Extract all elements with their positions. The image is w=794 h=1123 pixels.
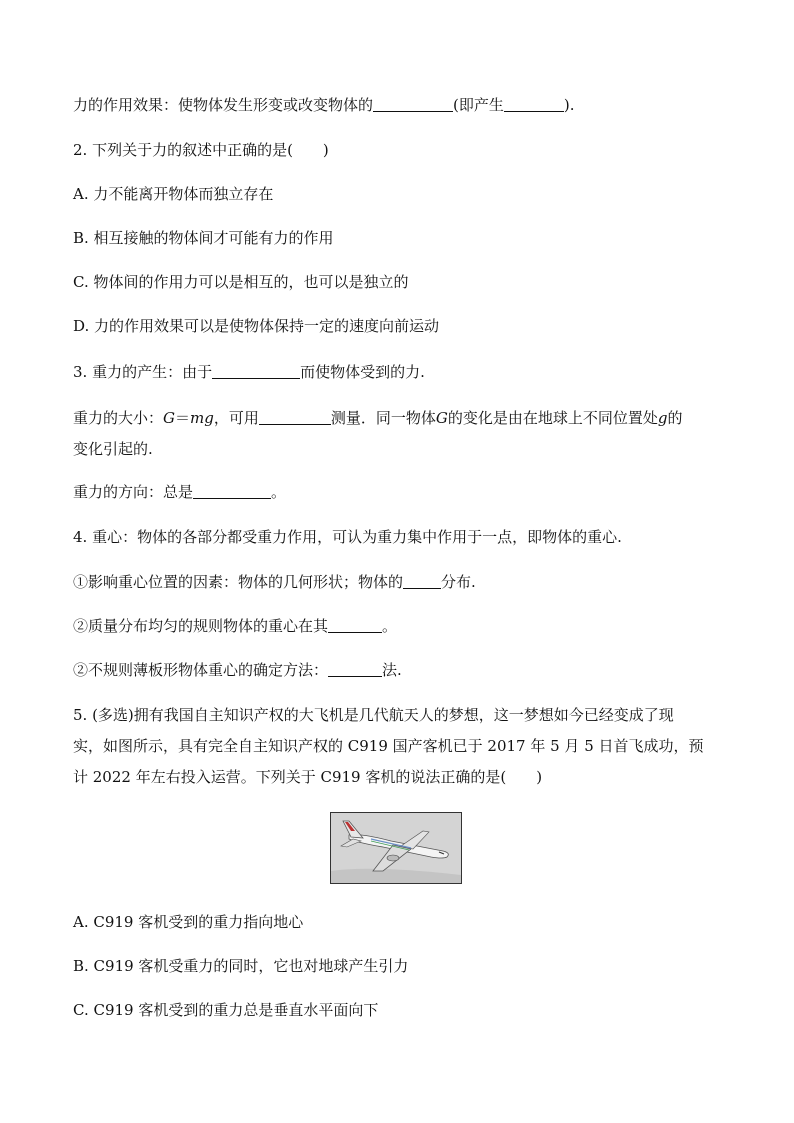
q2-option-a: A. 力不能离开物体而独立存在 xyxy=(73,185,274,203)
q5-stem-line-2: 实，如图所示，具有完全自主知识产权的 C919 国产客机已于 2017 年 5 月 5 日首飞成功，预 xyxy=(73,737,704,755)
q3-gravity-direction: 重力的方向：总是 。 xyxy=(73,483,287,501)
q4-stem: 4. 重心：物体的各部分都受重力作用，可认为重力集中作用于一点，即物体的重心. xyxy=(73,528,622,546)
answer-blank[interactable] xyxy=(504,97,564,112)
q4-item-2: ②质量分布均匀的规则物体的重心在其 。 xyxy=(73,617,398,635)
answer-blank[interactable] xyxy=(373,97,453,112)
answer-blank[interactable] xyxy=(328,618,382,633)
q3-gravity-magnitude-cont: 变化引起的. xyxy=(73,440,153,458)
q5-option-b: B. C919 客机受重力的同时，它也对地球产生引力 xyxy=(73,957,409,975)
airplane-icon xyxy=(331,813,461,883)
q2-option-b: B. 相互接触的物体间才可能有力的作用 xyxy=(73,229,334,247)
answer-blank[interactable] xyxy=(212,364,300,379)
q4-item-1: ①影响重心位置的因素：物体的几何形状；物体的 分布. xyxy=(73,573,476,591)
answer-blank[interactable] xyxy=(328,662,382,677)
q4-item-3: ②不规则薄板形物体重心的确定方法： 法. xyxy=(73,661,402,679)
q3-gravity-magnitude: 重力的大小：G＝mg，可用 测量．同一物体G的变化是由在地球上不同位置处g的 xyxy=(73,409,683,427)
answer-blank[interactable] xyxy=(403,574,441,589)
force-effect-line: 力的作用效果：使物体发生形变或改变物体的 (即产生 ). xyxy=(73,96,575,114)
q2-option-d: D. 力的作用效果可以是使物体保持一定的速度向前运动 xyxy=(73,317,440,335)
q5-stem-line-3: 计 2022 年左右投入运营。下列关于 C919 客机的说法正确的是( ) xyxy=(73,768,543,786)
q5-option-c: C. C919 客机受到的重力总是垂直水平面向下 xyxy=(73,1001,379,1019)
answer-blank[interactable] xyxy=(193,484,271,499)
answer-blank[interactable] xyxy=(259,410,331,425)
q3-gravity-origin: 3. 重力的产生：由于 而使物体受到的力. xyxy=(73,363,425,381)
c919-airplane-figure xyxy=(330,812,462,884)
q2-option-c: C. 物体间的作用力可以是相互的，也可以是独立的 xyxy=(73,273,409,291)
q2-stem: 2. 下列关于力的叙述中正确的是( ) xyxy=(73,141,329,159)
q5-stem-line-1: 5. (多选)拥有我国自主知识产权的大飞机是几代航天人的梦想，这一梦想如今已经变成了现 xyxy=(73,706,674,724)
q5-option-a: A. C919 客机受到的重力指向地心 xyxy=(73,913,304,931)
